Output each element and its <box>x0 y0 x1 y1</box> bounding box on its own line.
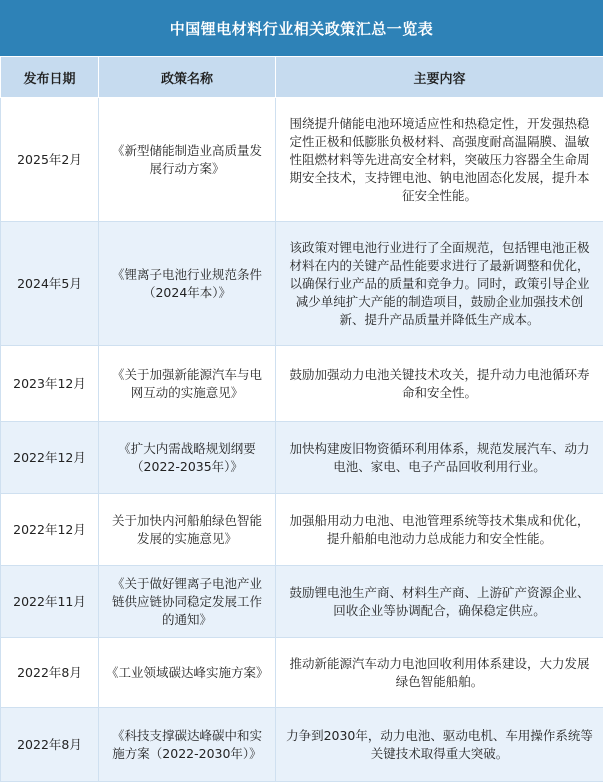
row-content: 力争到2030年，动力电池、驱动电机、车用操作系统等关键技术取得重大突破。 <box>276 708 603 782</box>
row-policy-name: 《锂离子电池行业规范条件（2024年本）》 <box>99 222 276 346</box>
header-content: 主要内容 <box>276 57 603 98</box>
row-policy-name: 《工业领域碳达峰实施方案》 <box>99 638 276 708</box>
table-row <box>1 346 603 422</box>
row-date: 2022年11月 <box>1 566 99 638</box>
table-row <box>1 222 603 346</box>
row-date: 2022年8月 <box>1 638 99 708</box>
table-row <box>1 708 603 782</box>
row-policy-name: 《关于加强新能源汽车与电网互动的实施意见》 <box>99 346 276 422</box>
row-policy-name: 《关于做好锂离子电池产业链供应链协同稳定发展工作的通知》 <box>99 566 276 638</box>
policy-table <box>0 56 603 782</box>
row-policy-name: 《新型储能制造业高质量发展行动方案》 <box>99 98 276 222</box>
row-content: 加快构建废旧物资循环利用体系，规范发展汽车、动力电池、家电、电子产品回收利用行业。 <box>276 422 603 494</box>
table-header-row <box>1 57 603 98</box>
row-date: 2025年2月 <box>1 98 99 222</box>
row-date: 2024年5月 <box>1 222 99 346</box>
row-date: 2022年12月 <box>1 494 99 566</box>
row-content: 加强船用动力电池、电池管理系统等技术集成和优化，提升船舶电池动力总成能力和安全性能。 <box>276 494 603 566</box>
header-date: 发布日期 <box>1 57 99 98</box>
row-content: 鼓励加强动力电池关键技术攻关，提升动力电池循环寿命和安全性。 <box>276 346 603 422</box>
table-row <box>1 422 603 494</box>
row-policy-name: 《扩大内需战略规划纲要（2022-2035年）》 <box>99 422 276 494</box>
table-row <box>1 566 603 638</box>
row-content: 围绕提升储能电池环境适应性和热稳定性，开发强热稳定性正极和低膨胀负极材料、高强度耐高温隔膜、温敏性阻燃材料等先进高安全材料，突破压力容器全生命周期安全技术，支持锂电池、钠电池固态化发展，提升本征安全性能。 <box>276 98 603 222</box>
row-content: 鼓励锂电池生产商、材料生产商、上游矿产资源企业、回收企业等协调配合，确保稳定供应。 <box>276 566 603 638</box>
table-row <box>1 494 603 566</box>
table-row <box>1 98 603 222</box>
row-date: 2022年8月 <box>1 708 99 782</box>
row-content: 该政策对锂电池行业进行了全面规范，包括锂电池正极材料在内的关键产品性能要求进行了最新调整和优化，以确保行业产品的质量和竞争力。同时，政策引导企业减少单纯扩大产能的制造项目，鼓励企业加强技术创新、提升产品质量并降低生产成本。 <box>276 222 603 346</box>
header-name: 政策名称 <box>99 57 276 98</box>
page-title: 中国锂电材料行业相关政策汇总一览表 <box>0 0 603 56</box>
row-policy-name: 《科技支撑碳达峰碳中和实施方案（2022-2030年）》 <box>99 708 276 782</box>
row-policy-name: 关于加快内河船舶绿色智能发展的实施意见》 <box>99 494 276 566</box>
row-date: 2023年12月 <box>1 346 99 422</box>
row-date: 2022年12月 <box>1 422 99 494</box>
table-row <box>1 638 603 708</box>
row-content: 推动新能源汽车动力电池回收利用体系建设，大力发展绿色智能船舶。 <box>276 638 603 708</box>
